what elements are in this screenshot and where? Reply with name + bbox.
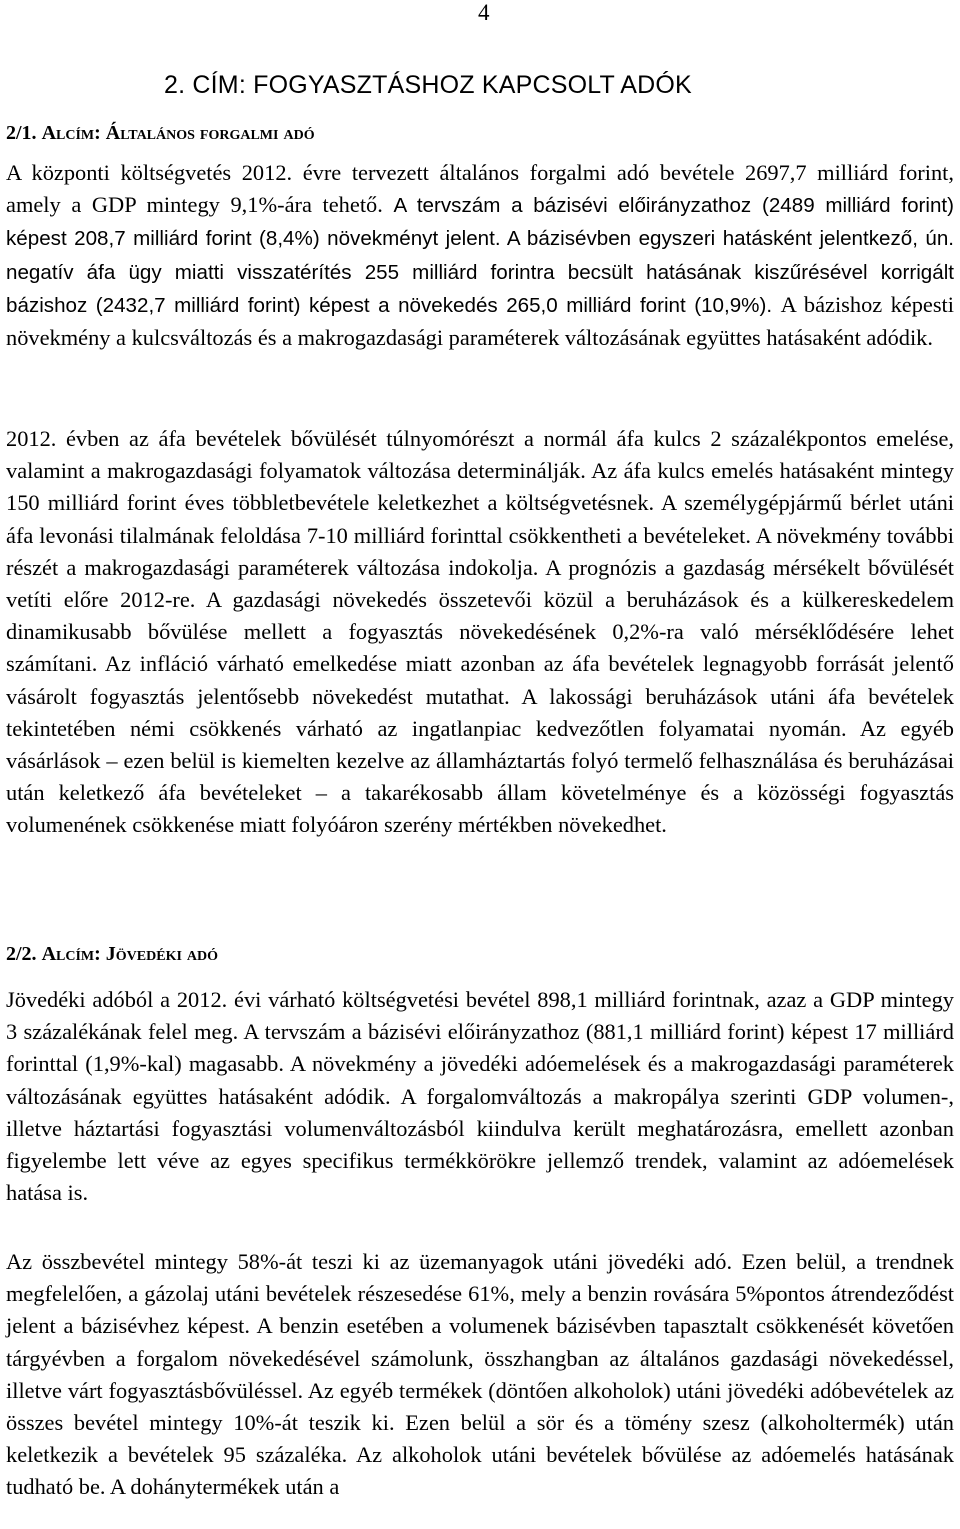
- paragraph-text: A tervszám a bázisévi előirányzathoz (2489 milliárd forint) képest 208,7 milliárd forint (8,4%) növekményt jelent. A bázisévben egyszeri hatásként jelentkező, ún. negatív áfa ügy miatti visszatérítés 255 milliárd forintra becsült hatásának kiszűrésével korrigált bázishoz (2432,7 milliárd forint) képest a növekedés 265,0 milliárd forint (10,9%).: [6, 194, 954, 317]
- paragraph-text: A központi költségvetés 2012. évre tervezett általános forgalmi adó bevétele 2697,7 milliárd forint, amely a GDP mintegy 9,1%-ára tehető.: [6, 160, 954, 218]
- page-number: 4: [478, 0, 490, 25]
- paragraph-afa-2012: 2012. évben az áfa bevételek bővülését túlnyomórészt a normál áfa kulcs 2 százalékpontos emelése, valamint a makrogazdasági folyamatok változása determinálják. Az áfa kulcs emelés hatásaként mintegy 150 milliárd forint éves többletbevétele keletkezhet a költségvetésnek. A személygépjármű bérlet utáni áfa levonási tilalmának feloldása 7-10 milliárd forinttal csökkentheti a bevételeket. A növekmény további részét a makrogazdasági paraméterek változása indokolja. A prognózis a gazdaság mérsékelt bővülését vetíti előre 2012-re. A gazdasági növekedés összetevői közül a beruházások és a külkereskedelem dinamikusabb bővülése mellett a fogyasztás növekedésének 0,2%-ra való mérséklődésére lehet számítani. Az infláció várható emelkedése miatt azonban az áfa bevételek legnagyobb forrását jelentő vásárolt fogyasztás jelentősebb növekedést mutathat. A lakossági beruházások utáni áfa bevételek tekintetében némi csökkenés várható az ingatlanpiac kedvezőtlen folyamatai nyomán. Az egyéb vásárlások – ezen belül is kiemelten kezelve az államháztartás folyó termelő felhasználása és beruházásai után keletkező áfa bevételeket – a takarékosabb állam követelménye és a közösségi fogyasztás volumenének csökkenése miatt folyóáron szerény mértékben növekedhet.: [6, 426, 954, 838]
- paragraph-afa-overview: [6, 157, 954, 354]
- paragraph-jovedeki-breakdown: Az összbevétel mintegy 58%-át teszi ki az üzemanyagok utáni jövedéki adó. Ezen belül, a trendnek megfelelően, a gázolaj utáni bevételek részesedése 61%, mely a benzin rovására 5%pontos átrendeződést jelent a bázisévhez képest. A benzin esetében a volumenek bázisévben tapasztalt csökkenését követően tárgyévben a forgalom növekedésével számolunk, összhangban az általános gazdasági növekedéssel, illetve várt fogyasztásbővüléssel. Az egyéb termékek (döntően alkoholok) utáni jövedéki adóbevételek az összes bevétel mintegy 10%-át teszik ki. Ezen belül a sör és a tömény szesz (alkoholtermék) után keletkezik a bevételek 95 százaléka. Az alkoholok utáni bevételek bővülése az adóemelés hatásának tudható be. A dohánytermékek után a: [6, 1249, 954, 1500]
- section-number: 2/1.: [6, 122, 42, 144]
- chapter-title: 2. CÍM: FOGYASZTÁSHOZ KAPCSOLT ADÓK: [164, 71, 692, 99]
- section-label: Alcím: Általános forgalmi adó: [41, 122, 315, 144]
- section-label: Alcím: Jövedéki adó: [41, 943, 219, 965]
- section-heading-jovedeki: [6, 942, 218, 966]
- paragraph-text: A bázishoz képesti növekmény a kulcsváltozás és a makrogazdasági paraméterek változásának együttes hatásaként adódik.: [6, 291, 954, 351]
- section-number: 2/2.: [6, 943, 42, 965]
- paragraph-jovedeki-overview: Jövedéki adóból a 2012. évi várható költségvetési bevétel 898,1 milliárd forintnak, azaz a GDP mintegy 3 százalékának felel meg. A tervszám a bázisévi előirányzathoz (881,1 milliárd forint) képest 17 milliárd forinttal (1,9%-kal) magasabb. A növekmény a jövedéki adóemelések és a makrogazdasági paraméterek változásának együttes hatásaként adódik. A forgalomváltozás a makropálya szerinti GDP volumen-, illetve háztartási fogyasztási volumenváltozásból kiindulva került meghatározásra, emellett azonban figyelembe lett véve az egyes specifikus termékkörökre jellemző trendek, valamint az adóemelések hatása is.: [6, 987, 954, 1206]
- section-heading-afa: [6, 121, 315, 145]
